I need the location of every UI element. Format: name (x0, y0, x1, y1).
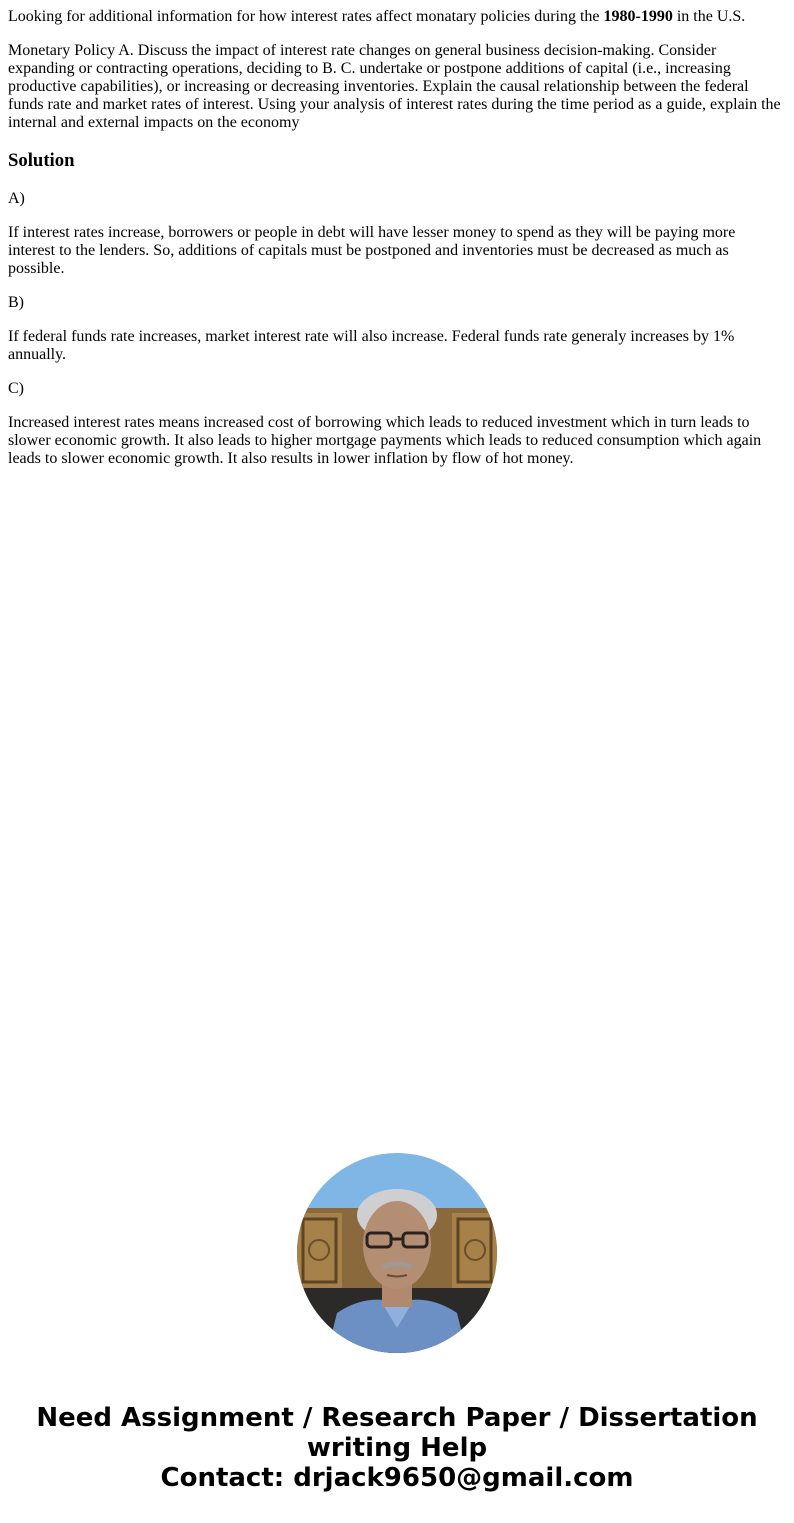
footer-contact-banner (0, 1403, 794, 1493)
solution-text-a: If interest rates increase, borrowers or people in debt will have lesser money to spend as they will be paying more interest to the lenders. So, additions of capitals must be postponed and inventories must be decreased as much as possible. (8, 224, 736, 277)
solution-label-a: A) (8, 190, 25, 207)
author-avatar (297, 1153, 497, 1353)
question-intro-text: Looking for additional information for how interest rates affect monatary policies during the (8, 8, 604, 25)
footer-line-1: Need Assignment / Research Paper / Dissertation (36, 1403, 758, 1433)
solution-text-c: Increased interest rates means increased cost of borrowing which leads to reduced investment which in turn leads to slower economic growth. It also leads to higher mortgage payments which leads to reduced consumption which again leads to slower economic growth. It also results in lower inflation by flow of hot money. (8, 414, 762, 467)
question-body: Monetary Policy A. Discuss the impact of interest rate changes on general business decision-making. Consider expanding or contracting operations, deciding to B. C. undertake or postpone additions of capital (i.e., increasing productive capabilities), or increasing or decreasing inventories. Explain the causal relationship between the federal funds rate and market rates of interest. Using your analysis of interest rates during the time period as a guide, explain the internal and external impacts on the economy (8, 42, 781, 131)
solution-label-b: B) (8, 294, 24, 311)
solution-heading: Solution (8, 150, 75, 171)
author-portrait-image (297, 1153, 497, 1353)
footer-contact-line: Contact: drjack9650@gmail.com (160, 1463, 634, 1493)
document-content (8, 8, 784, 484)
question-intro (8, 8, 784, 26)
footer-line-2: writing Help (306, 1433, 488, 1463)
solution-label-c: C) (8, 380, 24, 397)
question-intro-suffix: in the U.S. (672, 8, 746, 25)
solution-text-b: If federal funds rate increases, market interest rate will also increase. Federal funds rate generaly increases by 1% annually. (8, 328, 735, 363)
question-intro-years: 1980-1990 (603, 8, 673, 25)
